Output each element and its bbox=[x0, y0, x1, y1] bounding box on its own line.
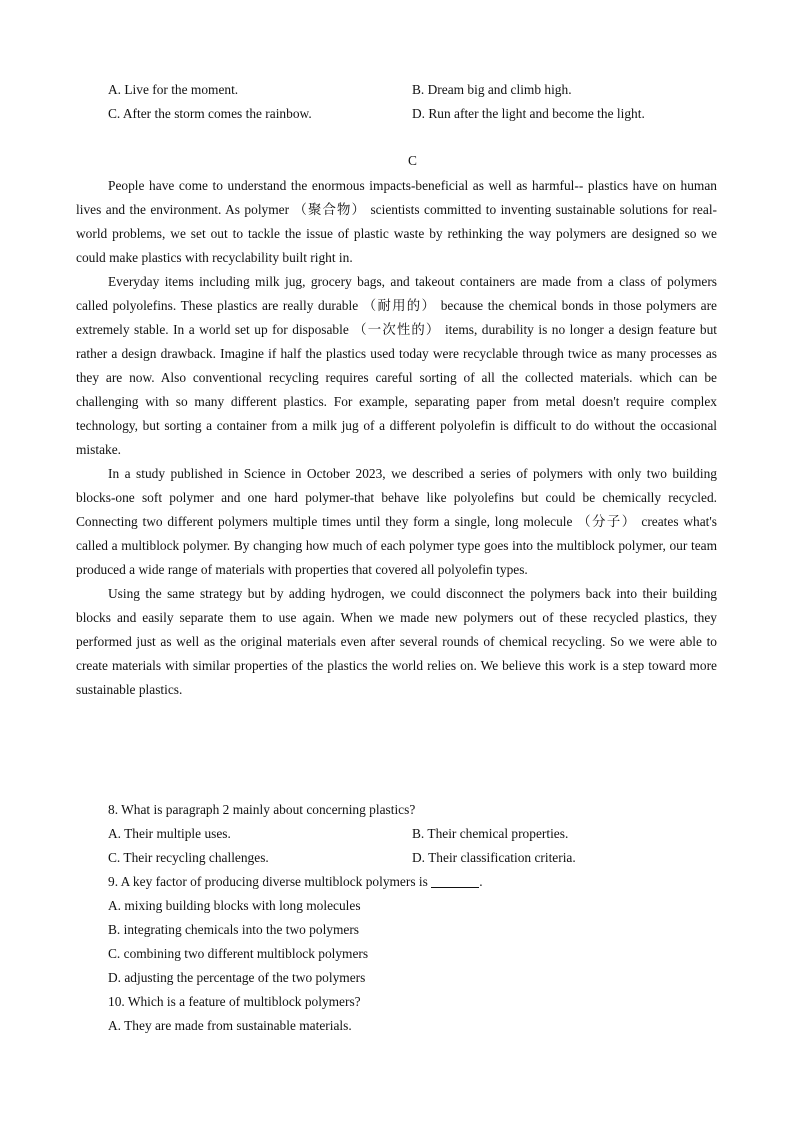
q9-option-a: A. mixing building blocks with long molecules bbox=[108, 898, 361, 913]
q9-option-b: B. integrating chemicals into the two polymers bbox=[108, 922, 360, 937]
question-8-stem: 8. What is paragraph 2 mainly about concerning plastics? bbox=[108, 802, 416, 817]
paragraph-2: Everyday items including milk jug, grocery bags, and takeout containers are made from a class of polymers called polyolefins. These plastics are really durable （耐用的） because the chemical bonds in those polymers are extremely stable. In a world set up for disposable （一次性的） items, durability is no longer a design feature but rather a design drawback. Imagine if half the plastics used today were recyclable through twice as many processes as they are now. Also conventional recycling requires careful sorting of all the collected materials. which can be challenging with so many different plastics. For example, separating paper from metal doesn't require complex technology, but sorting a container from a milk jug of a different polyolefin is difficult to do without the occasional mistake. bbox=[76, 274, 717, 457]
prev-options-row-1 bbox=[108, 79, 728, 101]
option-b: B. Dream big and climb high. bbox=[412, 82, 572, 97]
option-d: D. Run after the light and become the light. bbox=[412, 106, 645, 121]
prev-options-row-2 bbox=[108, 103, 728, 125]
question-8-options-row-1 bbox=[108, 822, 728, 846]
question-list bbox=[108, 798, 728, 1038]
paragraph-1: People have come to understand the enormous impacts-beneficial as well as harmful-- plastics have on human lives and the environment. As polymer （聚合物） scientists committed to inventing sustainable solutions for real-world problems, we set out to tackle the issue of plastic waste by rethinking the way polymers are designed so we could make plastics with recyclability built right in. bbox=[76, 178, 717, 265]
question-9-stem: 9. A key factor of producing diverse multiblock polymers is . bbox=[108, 874, 483, 889]
option-c: C. After the storm comes the rainbow. bbox=[108, 106, 312, 121]
answer-blank bbox=[431, 873, 479, 888]
q8-option-b: B. Their chemical properties. bbox=[412, 826, 569, 841]
question-10-stem: 10. Which is a feature of multiblock polymers? bbox=[108, 994, 361, 1009]
q8-option-d: D. Their classification criteria. bbox=[412, 850, 576, 865]
q9-option-c: C. combining two different multiblock polymers bbox=[108, 946, 369, 961]
q9-option-d: D. adjusting the percentage of the two polymers bbox=[108, 970, 366, 985]
paragraph-3: In a study published in Science in October 2023, we described a series of polymers with only two building blocks-one soft polymer and one hard polymer-that behave like polyolefins but could be chemically recycled. Connecting two different polymers multiple times until they form a single, long molecule （分子） creates what's called a multiblock polymer. By changing how much of each polymer type goes into the multiblock polymer, our team produced a wide range of materials with properties that covered all polyolefin types. bbox=[76, 466, 717, 577]
q8-option-a: A. Their multiple uses. bbox=[108, 826, 231, 841]
section-label: C bbox=[408, 153, 417, 168]
question-8-options-row-2 bbox=[108, 846, 728, 870]
option-a: A. Live for the moment. bbox=[108, 82, 239, 97]
reading-passage bbox=[76, 174, 717, 702]
q8-option-c: C. Their recycling challenges. bbox=[108, 850, 269, 865]
paragraph-4: Using the same strategy but by adding hydrogen, we could disconnect the polymers back into their building blocks and easily separate them to use again. When we made new polymers out of these recycled plastics, they performed just as well as the original materials even after several rounds of chemical recycling. So we were able to create materials with similar properties of the plastics the world relies on. We believe this work is a step toward more sustainable plastics. bbox=[76, 586, 717, 697]
q10-option-a: A. They are made from sustainable materials. bbox=[108, 1018, 352, 1033]
